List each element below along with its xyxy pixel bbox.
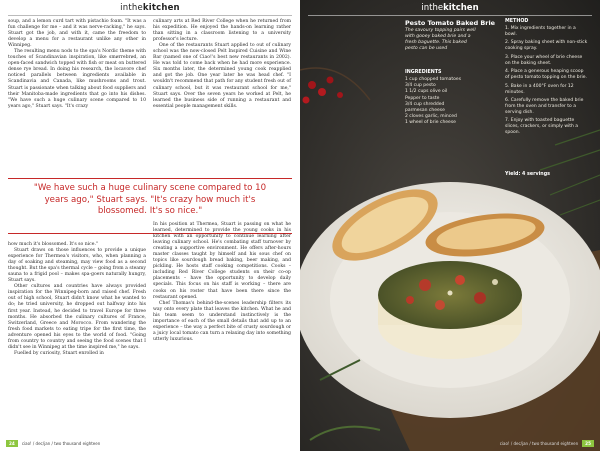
ingredient-item: 3/4 cup shredded: [405, 101, 445, 107]
section-prefix: inthe: [120, 3, 143, 13]
paragraph: One of the restaurants Stuart applied to out of culinary school was the now-closed Pelt Inspired Cuisine and Wine Bar (named one of Ciao!'s best new restaurants in 2002). He was told to come back when he had more experience. Six months later, the determined young cook reapplied and got the job. One year later he was head chef. "I wouldn't recommend that path for any student fresh out of culinary school, but it was restaurant school for me," Stuart says. Over the seven years he worked at Pelt, he learned the business side of running a restaurant and essential people management skills.: [153, 43, 291, 109]
method-step: 2. Spray baking sheet with non-stick cooking spray.: [505, 40, 588, 52]
method-step: 3. Place your wheel of brie cheese on the baking sheet.: [505, 54, 583, 66]
footer-right: [500, 440, 594, 447]
paragraph: culinary arts at Red River College when he returned from his expedition. He enjoyed the hands-on learning rather than sitting in a classroom listening to a university professor's lecture.: [153, 19, 291, 43]
method-list: [505, 26, 589, 139]
article-column-4: [153, 222, 291, 343]
recipe-box: [300, 0, 600, 220]
ingredients-heading: INGREDIENTS: [405, 70, 442, 75]
ingredient-item: Pepper to taste: [405, 95, 440, 101]
right-page: [300, 0, 600, 451]
article-column-2: [153, 19, 291, 110]
method-step: 4. Place a generous heaping scoop of pesto tomato topping on the brie.: [505, 69, 587, 81]
header-rule: [8, 15, 292, 16]
recipe-description: The savoury topping pairs well with gooey baked brie and a fresh baguette. This baked pesto can be used: [405, 28, 476, 51]
section-header: [0, 3, 300, 13]
paragraph: Stuart draws on those influences to provide a unique experience for Thermea's visitors, who, when planning a day of soaking and steaming, may view food as a second thought. But the spa's thermal cycle – going from a steamy sauna to a frigid pool – makes spa-goers naturally hungry, Stuart says.: [8, 248, 146, 284]
page-number: 24: [6, 440, 18, 447]
paragraph: The resulting menu nods to the spa's Nordic theme with touches of Scandinavian inspiration, like smørrebrød, an open-faced sandwich topped with fish or meat on buttered dense rye bread. In doing his research, the locavore chef noticed parallels between ingredients available in Scandinavia and Canada, like mushrooms and trout. Stuart is passionate when talking about food suppliers and their Manitoba-made ingredients that go into his dishes. "We have such a huge culinary scene compared to 10 years ago," Stuart says. "It's crazy: [8, 49, 146, 109]
recipe-yield: Yield: 4 servings: [505, 172, 550, 177]
section-suffix: kitchen: [443, 3, 479, 13]
method-heading: METHOD: [505, 19, 529, 24]
method-step: 5. Bake in a 400°F oven for 12 minutes.: [505, 83, 574, 95]
pull-quote-text: "We have such a huge culinary scene compared to 10 years ago," Stuart says. "It's crazy how much it's blossomed. It's so nice.": [33, 183, 267, 216]
paragraph: soup, and a lemon curd tart with pistachio foam. "It was a fun challenge for me – and it was nerve-racking," he says. Stuart got the job, and with it, came the freedom to develop a menu for a restaurant unlike any other in Winnipeg.: [8, 19, 146, 49]
ingredient-item: 1 1/2 cups olive oil: [405, 89, 448, 95]
paragraph: Chef Thomas's behind-the-scenes leadership filters its way onto every plate that leaves the kitchen. What he and his team seem to understand instinctively is the importance of each of the small details that add up to an experience – the way a perfect bite of crusty sourdough or a juicy local tomato can turn a relaxing day into something utterly luxurious.: [153, 300, 291, 342]
ingredient-item: 1 cup chopped tomatoes: [405, 77, 462, 82]
article-column-1: [8, 19, 146, 110]
header-rule: [308, 15, 592, 16]
section-header-right: [300, 3, 600, 13]
footer-text: ciao! / dec/jan / two thousand eighteen: [21, 441, 101, 446]
ingredient-item: 3/4 cup pesto: [405, 83, 436, 89]
section-prefix: inthe: [421, 3, 444, 13]
paragraph: Fuelled by curiosity, Stuart enrolled in: [14, 350, 104, 356]
section-suffix: kitchen: [142, 3, 180, 13]
paragraph: In his position at Thermea, Stuart is passing on what he learned, determined to provide the young cooks in his kitchen with an opportunity to continue learning after leaving culinary school. He's combating staff turnover by creating a supportive environment. He offers after-hours master classes taught by himself and his sous chef on topics like sourdough bread baking, beer making, and pickling. He hosts staff cooking competitions. Cooks – including Red River College students on their co-op placements – have the opportunity to develop daily specials. This focus on his staff is working – there are cooks on his roster that have been there since the restaurant opened.: [153, 222, 291, 300]
ingredients-list: [405, 77, 479, 127]
method-step: 7. Enjoy with toasted baguette slices, crackers, or simply with a spoon.: [505, 118, 579, 136]
page-number: 25: [582, 440, 594, 447]
ingredient-item: 2 cloves garlic, minced: [405, 114, 457, 120]
method-step: 1. Mix ingredients together in a bowl.: [505, 26, 576, 38]
ingredient-item: parmesan cheese: [405, 108, 445, 114]
paragraph: how much it's blossomed. It's so nice.": [8, 242, 99, 247]
recipe-title: Pesto Tomato Baked Brie: [405, 19, 495, 27]
footer-text: ciao! / dec/jan / two thousand eighteen: [499, 441, 579, 446]
footer-left: [6, 440, 100, 447]
article-column-3: [8, 242, 146, 357]
ingredient-item: 1 wheel of brie cheese: [405, 120, 456, 126]
paragraph: Other cultures and countries have always provided inspiration for the Winnipeg-born and raised chef. Fresh out of high school, Stuart didn't know what he wanted to do; he tried university, he dropped out halfway into his first year. Instead, he decided to travel Europe for three months. He absorbed the culinary cultures of France, Switzerland, Greece and Morocco. From wandering the fresh food markets to eating tripe for the first time, the adventure opened his eyes to the world of food. "Going from country to country and seeing the food scenes that I didn't see in Winnipeg at the time inspired me," he says.: [8, 284, 146, 350]
method-step: 6. Carefully remove the baked brie from the oven and transfer to a serving dish.: [505, 97, 584, 116]
